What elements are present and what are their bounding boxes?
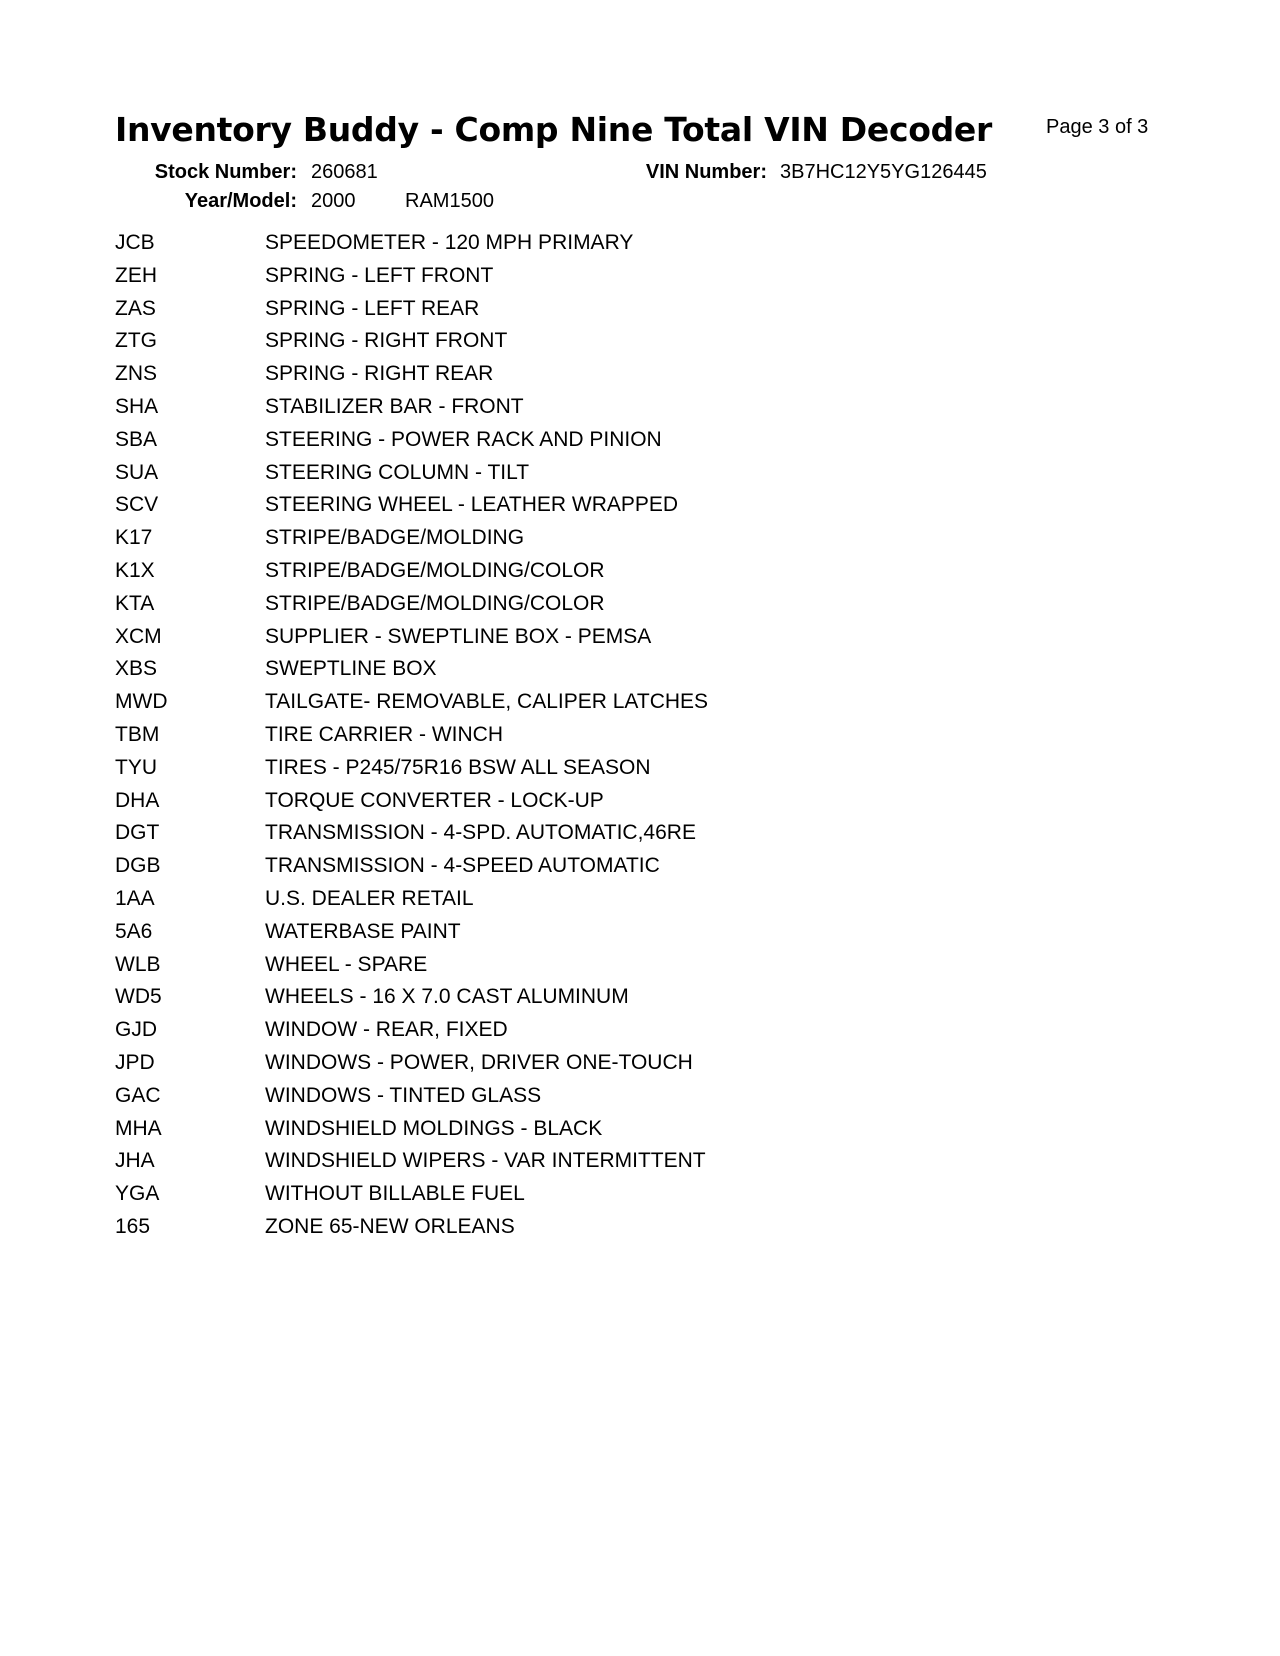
option-description: TRANSMISSION - 4-SPEED AUTOMATIC (265, 854, 660, 878)
option-description: STRIPE/BADGE/MOLDING (265, 526, 525, 550)
option-code: KTA (115, 591, 155, 615)
option-row (115, 690, 1015, 723)
option-description: STEERING WHEEL - LEATHER WRAPPED (265, 493, 679, 517)
stock-number-value: 260681 (311, 161, 378, 183)
option-row (115, 985, 1015, 1018)
option-row (115, 1084, 1015, 1117)
option-code: K17 (115, 526, 153, 550)
option-row (115, 920, 1015, 953)
option-description: WINDOWS - TINTED GLASS (265, 1083, 542, 1107)
option-code: ZEH (115, 263, 157, 287)
option-description: TORQUE CONVERTER - LOCK-UP (265, 788, 604, 812)
vin-number-value: 3B7HC12Y5YG126445 (780, 161, 987, 183)
option-description: ZONE 65-NEW ORLEANS (265, 1214, 515, 1238)
option-description: WHEELS - 16 X 7.0 CAST ALUMINUM (265, 985, 629, 1009)
option-row (115, 1149, 1015, 1182)
option-row (115, 789, 1015, 822)
option-description: SWEPTLINE BOX (265, 657, 437, 681)
option-description: WINDOWS - POWER, DRIVER ONE-TOUCH (265, 1050, 693, 1074)
option-description: TIRE CARRIER - WINCH (265, 722, 503, 746)
option-description: WATERBASE PAINT (265, 919, 461, 943)
option-row (115, 821, 1015, 854)
stock-number-label: Stock Number: (154, 161, 297, 183)
option-code: MWD (115, 690, 168, 714)
option-code: ZAS (115, 296, 156, 320)
option-row (115, 1018, 1015, 1051)
option-description: STEERING - POWER RACK AND PINION (265, 427, 662, 451)
option-row (115, 657, 1015, 690)
vin-number-field (0, 160, 1280, 184)
option-description: TIRES - P245/75R16 BSW ALL SEASON (265, 755, 651, 779)
option-row (115, 428, 1015, 461)
option-code: 1AA (115, 886, 155, 910)
option-row (115, 854, 1015, 887)
option-code: XCM (115, 624, 162, 648)
option-code: TBM (115, 722, 160, 746)
option-code: MHA (115, 1116, 162, 1140)
option-row (115, 953, 1015, 986)
option-description: WHEEL - SPARE (265, 952, 428, 976)
option-code: 165 (115, 1214, 151, 1238)
option-code: YGA (115, 1182, 160, 1206)
option-description: SPRING - RIGHT FRONT (265, 329, 508, 353)
option-description: SPRING - LEFT FRONT (265, 263, 494, 287)
vin-number-label: VIN Number: (645, 161, 767, 183)
option-description: U.S. DEALER RETAIL (265, 886, 474, 910)
option-row (115, 1051, 1015, 1084)
option-row (115, 592, 1015, 625)
option-code: GAC (115, 1083, 161, 1107)
option-code: 5A6 (115, 919, 153, 943)
option-code: SUA (115, 460, 159, 484)
model-value: RAM1500 (405, 190, 494, 212)
option-row (115, 1215, 1015, 1248)
option-description: WITHOUT BILLABLE FUEL (265, 1182, 525, 1206)
page-title: Inventory Buddy - Comp Nine Total VIN Decoder (115, 110, 992, 149)
option-code: GJD (115, 1018, 157, 1042)
option-code: ZNS (115, 362, 157, 386)
option-description: SUPPLIER - SWEPTLINE BOX - PEMSA (265, 624, 652, 648)
option-description: STABILIZER BAR - FRONT (265, 394, 524, 418)
option-row (115, 395, 1015, 428)
option-code: TYU (115, 755, 157, 779)
year-model-field (0, 189, 1280, 213)
option-code: SBA (115, 427, 158, 451)
option-description: SPRING - LEFT REAR (265, 296, 480, 320)
option-row (115, 756, 1015, 789)
option-row (115, 559, 1015, 592)
option-code: DGT (115, 821, 160, 845)
option-description: WINDSHIELD MOLDINGS - BLACK (265, 1116, 603, 1140)
option-code: ZTG (115, 329, 157, 353)
option-description: SPEEDOMETER - 120 MPH PRIMARY (265, 231, 634, 254)
option-row (115, 493, 1015, 526)
option-description: STEERING COLUMN - TILT (265, 460, 530, 484)
option-description: STRIPE/BADGE/MOLDING/COLOR (265, 591, 605, 615)
option-description: TRANSMISSION - 4-SPD. AUTOMATIC,46RE (265, 821, 696, 845)
option-code: JHA (115, 1149, 155, 1173)
option-row (115, 297, 1015, 330)
option-description: WINDOW - REAR, FIXED (265, 1018, 508, 1042)
option-code: JPD (115, 1050, 155, 1074)
option-code: SCV (115, 493, 159, 517)
option-code: DGB (115, 854, 161, 878)
option-row (115, 526, 1015, 559)
option-row (115, 231, 1015, 264)
option-row (115, 625, 1015, 658)
option-row (115, 264, 1015, 297)
option-code: K1X (115, 558, 155, 582)
option-code: SHA (115, 394, 159, 418)
option-code: WD5 (115, 985, 162, 1009)
year-value: 2000 (311, 190, 356, 212)
option-code: DHA (115, 788, 160, 812)
option-description: WINDSHIELD WIPERS - VAR INTERMITTENT (265, 1149, 706, 1173)
option-code-list (115, 231, 1015, 1248)
page-number: Page 3 of 3 (1046, 116, 1149, 138)
year-model-label: Year/Model: (184, 190, 297, 212)
option-description: TAILGATE- REMOVABLE, CALIPER LATCHES (265, 690, 709, 714)
option-code: JCB (115, 231, 155, 254)
option-row (115, 329, 1015, 362)
option-code: WLB (115, 952, 161, 976)
option-row (115, 1182, 1015, 1215)
option-description: STRIPE/BADGE/MOLDING/COLOR (265, 558, 605, 582)
option-row (115, 461, 1015, 494)
option-code: XBS (115, 657, 158, 681)
option-row (115, 362, 1015, 395)
option-row (115, 887, 1015, 920)
option-description: SPRING - RIGHT REAR (265, 362, 494, 386)
option-row (115, 723, 1015, 756)
option-row (115, 1117, 1015, 1150)
